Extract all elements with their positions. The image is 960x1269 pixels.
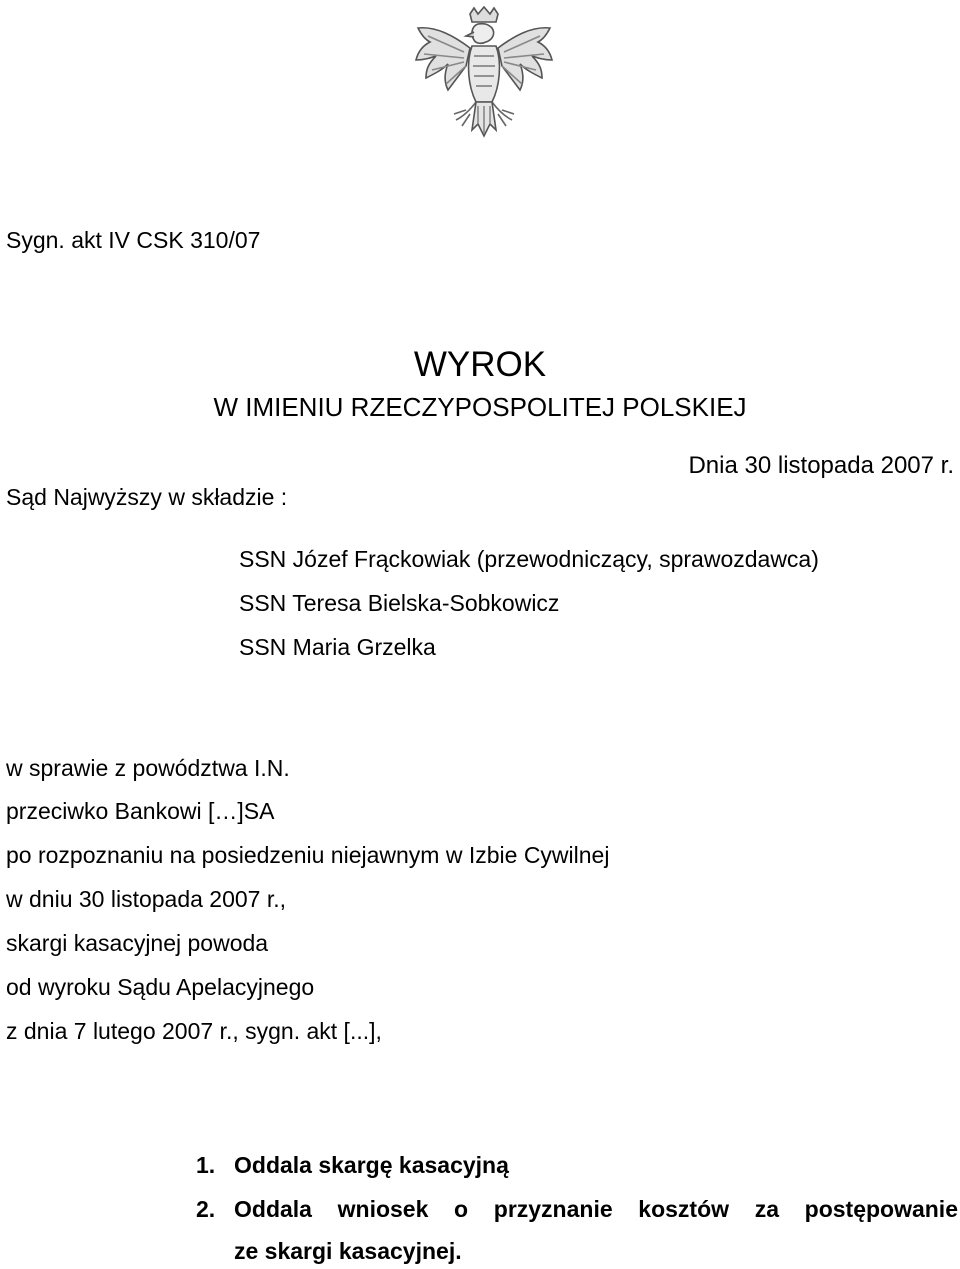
judgment-title: WYROK <box>413 345 547 384</box>
ruling-text-continued: ze skargi kasacyjnej. <box>234 1238 462 1264</box>
ruling-word: przyznanie <box>493 1196 613 1222</box>
case-signature: Sygn. akt IV CSK 310/07 <box>6 227 261 253</box>
ruling-word: za <box>754 1196 779 1222</box>
ruling-text: Oddala skargę kasacyjną <box>234 1152 509 1178</box>
ruling-word: Oddala <box>234 1196 312 1222</box>
ruling-word: o <box>454 1196 469 1222</box>
ruling-word: wniosek <box>337 1196 429 1222</box>
ruling-number: 1. <box>196 1152 216 1178</box>
ruling-word: postępowanie <box>804 1196 958 1222</box>
case-line: z dnia 7 lutego 2007 r., sygn. akt [...], <box>6 1018 382 1044</box>
judge-presiding: SSN Józef Frąckowiak (przewodniczący, sprawozdawca) <box>239 546 819 572</box>
case-line: w sprawie z powództwa I.N. <box>6 755 290 781</box>
judge-member: SSN Maria Grzelka <box>239 634 436 660</box>
judgment-subtitle: W IMIENIU RZECZYPOSPOLITEJ POLSKIEJ <box>213 392 747 422</box>
case-line: po rozpoznaniu na posiedzeniu niejawnym w Izbie Cywilnej <box>6 842 610 868</box>
ruling-text <box>234 1196 958 1223</box>
case-line: od wyroku Sądu Apelacyjnego <box>6 974 315 1000</box>
ruling-number: 2. <box>196 1196 216 1222</box>
polish-eagle-emblem-icon <box>408 6 560 166</box>
judgment-date: Dnia 30 listopada 2007 r. <box>688 452 954 479</box>
ruling-text-line <box>234 1196 958 1223</box>
case-line: przeciwko Bankowi […]SA <box>6 798 275 824</box>
ruling-word: kosztów <box>638 1196 730 1222</box>
case-line: w dniu 30 listopada 2007 r., <box>6 886 287 912</box>
case-line: skargi kasacyjnej powoda <box>6 930 269 956</box>
judge-member: SSN Teresa Bielska-Sobkowicz <box>239 590 560 616</box>
court-composition-intro: Sąd Najwyższy w składzie : <box>6 484 288 510</box>
